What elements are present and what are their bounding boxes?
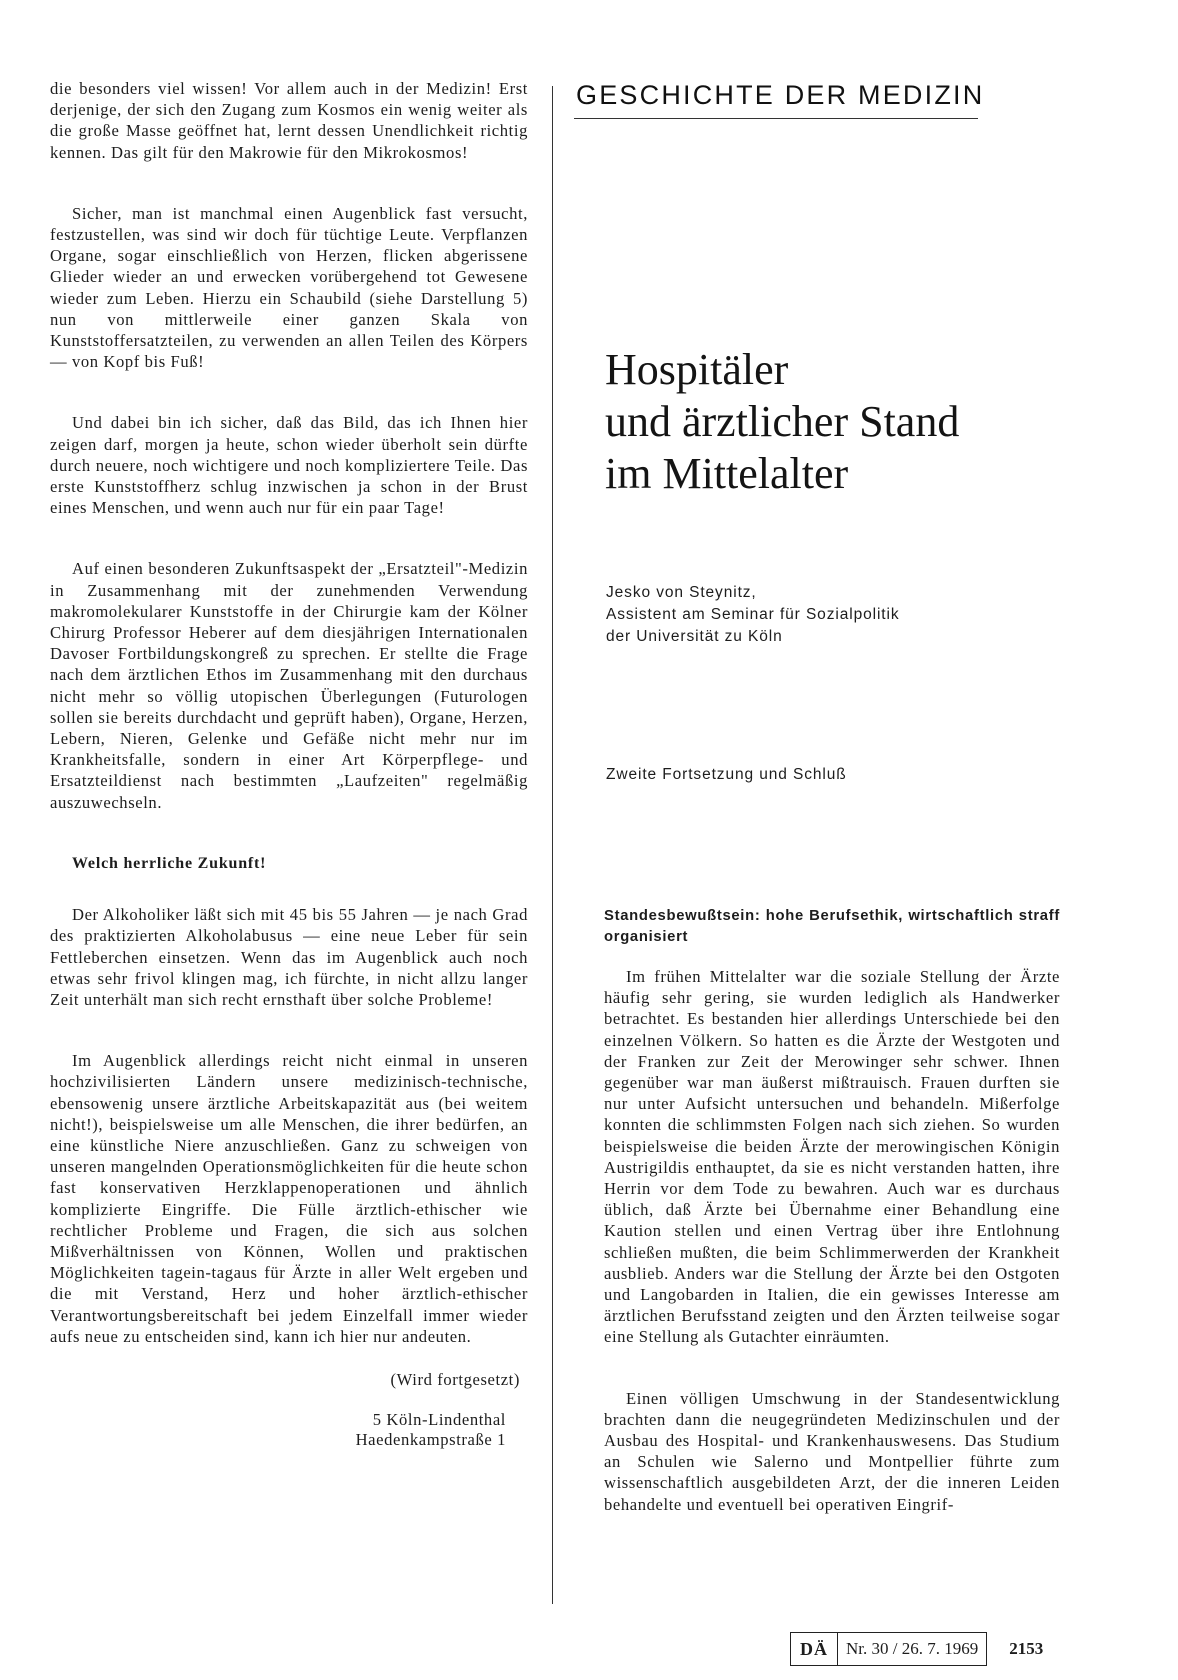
journal-logo: DÄ — [790, 1632, 838, 1666]
left-paragraph-2: Sicher, man ist manchmal einen Augenblick fast versucht, festzustellen, was sind wir doch für tüchtige Leute. Verpflanzen Organe, sogar einschließlich von Herzen, flicken abgerissene Glieder wieder an und erwecken vorübergehend tot Gewesene wieder zum Leben. Hierzu ein Schaubild (siehe Darstellung 5) nun von mittlerweile einer ganzen Skala von Kunststoffersatzteilen, zu verwenden an allen Teilen des Körpers — von Kopf bis Fuß! — [50, 203, 528, 372]
address-line-2: Haedenkampstraße 1 — [355, 1430, 506, 1450]
left-column — [50, 78, 528, 1450]
left-paragraph-6: Im Augenblick allerdings reicht nicht einmal in unseren hochzivilisierten Ländern unsere medizinisch-technische, ebensowenig unsere ärztliche Arbeitskapazität aus (bei weitem nicht!), beispielsweise um alle Menschen, die ihrer bedürfen, an eine künstliche Niere anzuschließen. Ganz zu schweigen von unseren mangelnden Operationsmöglichkeiten für die heute schon fast konservativen Herzklappenoperationen und ähnlich komplizierte Eingriffe. Die Fülle ärztlich-ethischer wie rechtlicher Probleme und Fragen, die sich aus solchen Mißverhältnissen von Können, Wollen und praktischen Möglichkeiten tagein-tagaus für Ärzte in aller Welt ergeben und die mit Verstand, Herz und hoher ärztlich-ethischer Verantwortungsbereitschaft bei jedem Einzelfall immer wieder aufs neue zu entscheiden sind, kann ich hier nur andeuten. — [50, 1051, 528, 1346]
section-heading: GESCHICHTE DER MEDIZIN — [576, 80, 985, 110]
page-footer — [790, 1632, 1043, 1666]
right-paragraph-1: Im frühen Mittelalter war die soziale Stellung der Ärzte häufig sehr gering, sie wurden lediglich als Handwerker betrachtet. Es bestanden hier allerdings Unterschiede bei den einzelnen Völkern. So hatten es die Ärzte der Westgoten und der Franken zur Zeit der Merowinger sehr schwer. Ihnen gegenüber war man äußerst mißtrauisch. Frauen durften sie nur unter Aufsicht untersuchen und behandeln. Mißerfolge konnten die schlimmsten Folgen nach sich ziehen. So wurden beispielsweise die beiden Ärzte der merowingischen Königin Austrigildis enthauptet, da sie es nicht verstanden hatten, ihre Herrin vor dem Tode zu bewahren. Auch war es durchaus üblich, daß Ärzte bei Übernahme einer Behandlung eine Kaution stellen und einen Vertrag über ihre Entlohnung schließen mußten, die beim Schlimmerwerden der Krankheit ausblieb. Anders war die Stellung der Ärzte bei den Ostgoten und Langobarden in Italien, die ein gewisses Interesse am ärztlichen Berufsstand zeigten und den Ärzten teilweise sogar eine Stellung als Gutachter einräumten. — [604, 967, 1060, 1347]
section-heading-rule — [574, 118, 978, 119]
right-subheading: Standesbewußtsein: hohe Berufsethik, wirtschaftlich straff organisiert — [604, 908, 1060, 945]
right-paragraph-2: Einen völligen Umschwung in der Standesentwicklung brachten dann die neugegründeten Medizinschulen und der Ausbau des Hospital- und Krankenhauswesens. Das Studium an Schulen wie Salerno und Montpellier führte zum wissenschaftlich ausgebildeten Arzt, der die inneren Leiden behandelte und eventuell bei operativen Eingrif- — [604, 1388, 1060, 1514]
title-line-1: Hospitäler — [605, 345, 789, 394]
issue-info: Nr. 30 / 26. 7. 1969 — [838, 1632, 987, 1666]
left-paragraph-4: Auf einen besonderen Zukunftsaspekt der „Ersatzteil"-Medizin in Zusammenhang mit der zunehmenden Verwendung makromolekularer Kunststoffe in der Chirurgie kam der Kölner Chirurg Professor Heberer auf dem diesjährigen Internationalen Davoser Fortbildungskongreß zu sprechen. Er stellte die Frage nach dem ärztlichen Ethos im Zusammenhang mit den durchaus nicht mehr so völlig utopischen Überlegungen (Futurologen sollen sie bereits durchdacht und geprüft haben), Organe, Herzen, Lebern, Nieren, Gelenke und Gefäße nicht mehr nur im Krankheitsfalle, sondern in einer Art Körperpflege- und Ersatzteildienst nach bestimmten „Laufzeiten" regelmäßig auszuwechseln. — [50, 559, 528, 812]
right-column — [604, 906, 1060, 1555]
continued-note: (Wird fortgesetzt) — [390, 1369, 520, 1389]
series-note: Zweite Fortsetzung und Schluß — [606, 766, 847, 783]
column-divider — [552, 86, 553, 1604]
author-block — [606, 582, 1026, 648]
author-name: Jesko von Steynitz, — [606, 584, 757, 601]
article-title — [605, 344, 1125, 500]
left-paragraph-5: Der Alkoholiker läßt sich mit 45 bis 55 Jahren — je nach Grad des praktizierten Alkoholabusus — eine neue Leber für sein Fettleberchen einsetzen. Wenn das im Augenblick auch noch etwas sehr frivol klingen mag, ich fürchte, in nicht allzu langer Zeit unterhält man sich recht ernsthaft über solche Probleme! — [50, 905, 528, 1009]
title-line-2: und ärztlicher Stand — [605, 397, 960, 446]
author-address — [50, 1410, 506, 1450]
title-line-3: im Mittelalter — [605, 449, 849, 498]
left-paragraph-1: die besonders viel wissen! Vor allem auch in der Medizin! Erst derjenige, der sich den Zugang zum Kosmos ein wenig weiter als die große Masse geöffnet hat, lernt dessen Unendlichkeit richtig kennen. Das gilt für den Makrowie für den Mikrokosmos! — [50, 79, 528, 162]
page-number: 2153 — [1009, 1639, 1044, 1658]
address-line-1: 5 Köln-Lindenthal — [372, 1410, 506, 1430]
author-institution: der Universität zu Köln — [606, 628, 783, 645]
left-subheading: Welch herrliche Zukunft! — [72, 854, 267, 872]
left-paragraph-3: Und dabei bin ich sicher, daß das Bild, das ich Ihnen hier zeigen darf, morgen ja heute, schon wieder überholt sein dürfte durch neuere, noch wichtigere und noch kompliziertere Teile. Das erste Kunststoffherz schlug inzwischen ja schon in der Brust eines Menschen, und wenn auch nur für ein paar Tage! — [50, 413, 528, 518]
author-position: Assistent am Seminar für Sozialpolitik — [606, 606, 900, 623]
